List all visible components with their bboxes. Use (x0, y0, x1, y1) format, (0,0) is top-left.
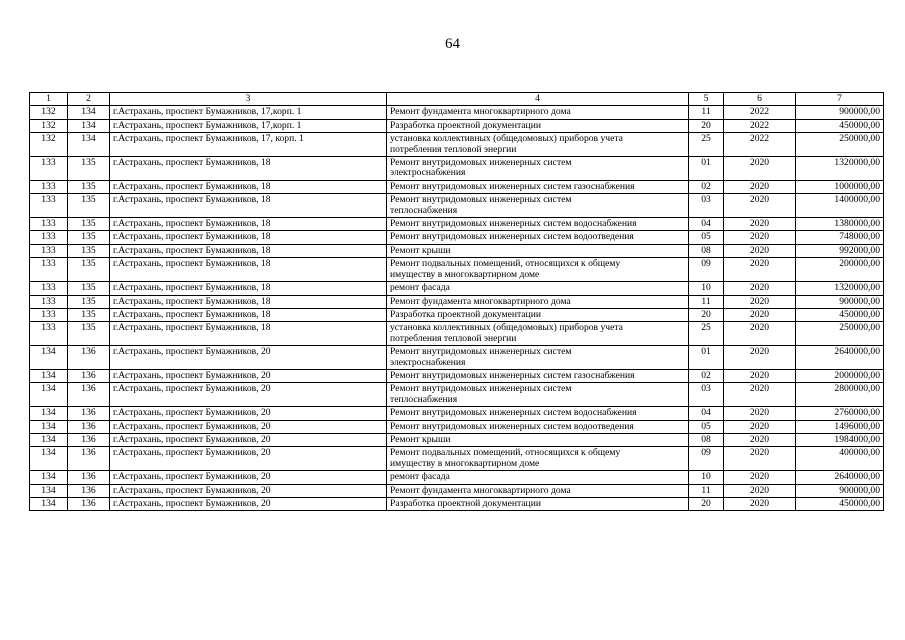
cost-cell: 450000,00 (796, 498, 884, 511)
row-number-cell: 133 (30, 322, 68, 346)
address-cell: г.Астрахань, проспект Бумажников, 20 (110, 346, 387, 370)
year-cell: 2020 (724, 244, 796, 257)
house-code-cell: 135 (68, 258, 110, 282)
house-code-cell: 136 (68, 420, 110, 433)
row-number-cell: 134 (30, 498, 68, 511)
year-cell: 2022 (724, 106, 796, 119)
cost-cell: 900000,00 (796, 106, 884, 119)
table-row (30, 231, 884, 244)
cost-cell: 1000000,00 (796, 180, 884, 193)
table-row (30, 346, 884, 370)
work-type-cell: Ремонт внутридомовых инженерных систем газоснабжения (387, 369, 689, 382)
cost-cell: 250000,00 (796, 322, 884, 346)
address-cell: г.Астрахань, проспект Бумажников, 18 (110, 218, 387, 231)
work-code-cell: 10 (689, 471, 724, 484)
work-type-cell: ремонт фасада (387, 282, 689, 295)
cost-cell: 400000,00 (796, 447, 884, 471)
year-cell: 2020 (724, 194, 796, 218)
year-cell: 2020 (724, 295, 796, 308)
column-header: 6 (724, 93, 796, 106)
row-number-cell: 134 (30, 484, 68, 497)
address-cell: г.Астрахань, проспект Бумажников, 20 (110, 433, 387, 446)
address-cell: г.Астрахань, проспект Бумажников, 20 (110, 471, 387, 484)
cost-cell: 450000,00 (796, 119, 884, 132)
address-cell: г.Астрахань, проспект Бумажников, 18 (110, 231, 387, 244)
work-code-cell: 09 (689, 258, 724, 282)
row-number-cell: 132 (30, 119, 68, 132)
year-cell: 2020 (724, 322, 796, 346)
work-code-cell: 20 (689, 308, 724, 321)
work-code-cell: 25 (689, 322, 724, 346)
cost-cell: 2800000,00 (796, 383, 884, 407)
table-row (30, 295, 884, 308)
house-code-cell: 135 (68, 282, 110, 295)
work-type-cell: установка коллективных (общедомовых) приборов учета потребления тепловой энергии (387, 133, 689, 157)
address-cell: г.Астрахань, проспект Бумажников, 18 (110, 282, 387, 295)
work-type-cell: Ремонт внутридомовых инженерных систем теплоснабжения (387, 194, 689, 218)
cost-cell: 2640000,00 (796, 346, 884, 370)
column-header: 5 (689, 93, 724, 106)
table-row (30, 498, 884, 511)
address-cell: г.Астрахань, проспект Бумажников, 20 (110, 484, 387, 497)
work-type-cell: Разработка проектной документации (387, 308, 689, 321)
year-cell: 2020 (724, 383, 796, 407)
table-row (30, 244, 884, 257)
row-number-cell: 132 (30, 106, 68, 119)
row-number-cell: 134 (30, 447, 68, 471)
year-cell: 2020 (724, 433, 796, 446)
house-code-cell: 135 (68, 194, 110, 218)
year-cell: 2020 (724, 231, 796, 244)
house-code-cell: 136 (68, 407, 110, 420)
house-code-cell: 134 (68, 133, 110, 157)
work-type-cell: Ремонт внутридомовых инженерных систем электроснабжения (387, 346, 689, 370)
work-code-cell: 01 (689, 346, 724, 370)
address-cell: г.Астрахань, проспект Бумажников, 18 (110, 308, 387, 321)
year-cell: 2020 (724, 180, 796, 193)
year-cell: 2020 (724, 407, 796, 420)
house-code-cell: 135 (68, 322, 110, 346)
table-row (30, 383, 884, 407)
work-code-cell: 25 (689, 133, 724, 157)
year-cell: 2020 (724, 282, 796, 295)
table-row (30, 133, 884, 157)
cost-cell: 250000,00 (796, 133, 884, 157)
cost-cell: 1984000,00 (796, 433, 884, 446)
table-row (30, 119, 884, 132)
work-type-cell: Ремонт подвальных помещений, относящихся к общему имуществу в многоквартирном доме (387, 447, 689, 471)
row-number-cell: 133 (30, 244, 68, 257)
table-row (30, 407, 884, 420)
address-cell: г.Астрахань, проспект Бумажников, 20 (110, 383, 387, 407)
house-code-cell: 135 (68, 308, 110, 321)
cost-cell: 992000,00 (796, 244, 884, 257)
work-type-cell: Ремонт внутридомовых инженерных систем водоснабжения (387, 407, 689, 420)
work-code-cell: 08 (689, 433, 724, 446)
house-code-cell: 135 (68, 218, 110, 231)
work-code-cell: 11 (689, 484, 724, 497)
address-cell: г.Астрахань, проспект Бумажников, 18 (110, 180, 387, 193)
work-type-cell: Ремонт фундамента многоквартирного дома (387, 484, 689, 497)
address-cell: г.Астрахань, проспект Бумажников, 18 (110, 322, 387, 346)
work-type-cell: Ремонт крыши (387, 433, 689, 446)
row-number-cell: 133 (30, 231, 68, 244)
work-type-cell: Ремонт внутридомовых инженерных систем электроснабжения (387, 157, 689, 181)
table-row (30, 433, 884, 446)
work-type-cell: Ремонт внутридомовых инженерных систем водоотведения (387, 420, 689, 433)
work-code-cell: 20 (689, 498, 724, 511)
row-number-cell: 133 (30, 180, 68, 193)
house-code-cell: 136 (68, 369, 110, 382)
year-cell: 2022 (724, 119, 796, 132)
house-code-cell: 136 (68, 346, 110, 370)
table-row (30, 180, 884, 193)
house-code-cell: 134 (68, 106, 110, 119)
house-code-cell: 135 (68, 244, 110, 257)
cost-cell: 748000,00 (796, 231, 884, 244)
house-code-cell: 135 (68, 180, 110, 193)
row-number-cell: 134 (30, 346, 68, 370)
table-body (30, 106, 884, 511)
table-row (30, 106, 884, 119)
row-number-cell: 134 (30, 420, 68, 433)
work-code-cell: 05 (689, 420, 724, 433)
work-type-cell: Ремонт крыши (387, 244, 689, 257)
cost-cell: 1496000,00 (796, 420, 884, 433)
address-cell: г.Астрахань, проспект Бумажников, 20 (110, 369, 387, 382)
column-header: 7 (796, 93, 884, 106)
work-code-cell: 11 (689, 106, 724, 119)
address-cell: г.Астрахань, проспект Бумажников, 18 (110, 258, 387, 282)
house-code-cell: 135 (68, 231, 110, 244)
table-row (30, 218, 884, 231)
row-number-cell: 133 (30, 258, 68, 282)
column-header: 2 (68, 93, 110, 106)
table-row (30, 157, 884, 181)
year-cell: 2020 (724, 157, 796, 181)
cost-cell: 1400000,00 (796, 194, 884, 218)
year-cell: 2020 (724, 346, 796, 370)
work-code-cell: 04 (689, 218, 724, 231)
row-number-cell: 133 (30, 282, 68, 295)
table-row (30, 471, 884, 484)
row-number-cell: 134 (30, 369, 68, 382)
work-code-cell: 02 (689, 180, 724, 193)
work-code-cell: 05 (689, 231, 724, 244)
row-number-cell: 134 (30, 407, 68, 420)
house-code-cell: 136 (68, 447, 110, 471)
cost-cell: 2760000,00 (796, 407, 884, 420)
house-code-cell: 134 (68, 119, 110, 132)
work-type-cell: Ремонт внутридомовых инженерных систем водоотведения (387, 231, 689, 244)
table-row (30, 447, 884, 471)
address-cell: г.Астрахань, проспект Бумажников, 20 (110, 407, 387, 420)
table-row (30, 194, 884, 218)
address-cell: г.Астрахань, проспект Бумажников, 20 (110, 498, 387, 511)
work-code-cell: 04 (689, 407, 724, 420)
work-code-cell: 03 (689, 383, 724, 407)
work-type-cell: ремонт фасада (387, 471, 689, 484)
address-cell: г.Астрахань, проспект Бумажников, 17,корп. 1 (110, 119, 387, 132)
year-cell: 2020 (724, 498, 796, 511)
row-number-cell: 133 (30, 194, 68, 218)
year-cell: 2020 (724, 471, 796, 484)
address-cell: г.Астрахань, проспект Бумажников, 18 (110, 295, 387, 308)
address-cell: г.Астрахань, проспект Бумажников, 18 (110, 194, 387, 218)
address-cell: г.Астрахань, проспект Бумажников, 20 (110, 447, 387, 471)
work-code-cell: 03 (689, 194, 724, 218)
table-row (30, 484, 884, 497)
year-cell: 2020 (724, 308, 796, 321)
address-cell: г.Астрахань, проспект Бумажников, 18 (110, 244, 387, 257)
house-code-cell: 135 (68, 295, 110, 308)
row-number-cell: 133 (30, 157, 68, 181)
house-code-cell: 136 (68, 383, 110, 407)
work-code-cell: 20 (689, 119, 724, 132)
work-code-cell: 02 (689, 369, 724, 382)
house-code-cell: 136 (68, 471, 110, 484)
row-number-cell: 132 (30, 133, 68, 157)
year-cell: 2020 (724, 420, 796, 433)
row-number-cell: 134 (30, 433, 68, 446)
house-code-cell: 136 (68, 433, 110, 446)
work-code-cell: 09 (689, 447, 724, 471)
row-number-cell: 133 (30, 218, 68, 231)
work-type-cell: Ремонт внутридомовых инженерных систем теплоснабжения (387, 383, 689, 407)
row-number-cell: 134 (30, 471, 68, 484)
house-code-cell: 136 (68, 498, 110, 511)
work-type-cell: установка коллективных (общедомовых) приборов учета потребления тепловой энергии (387, 322, 689, 346)
year-cell: 2022 (724, 133, 796, 157)
year-cell: 2020 (724, 484, 796, 497)
work-type-cell: Ремонт внутридомовых инженерных систем газоснабжения (387, 180, 689, 193)
table-row (30, 322, 884, 346)
work-type-cell: Ремонт фундамента многоквартирного дома (387, 295, 689, 308)
cost-cell: 2640000,00 (796, 471, 884, 484)
row-number-cell: 133 (30, 295, 68, 308)
work-type-cell: Ремонт фундамента многоквартирного дома (387, 106, 689, 119)
table-row (30, 308, 884, 321)
work-code-cell: 10 (689, 282, 724, 295)
cost-cell: 900000,00 (796, 484, 884, 497)
column-header: 4 (387, 93, 689, 106)
header-row (30, 93, 884, 106)
work-type-cell: Разработка проектной документации (387, 119, 689, 132)
work-code-cell: 11 (689, 295, 724, 308)
year-cell: 2020 (724, 218, 796, 231)
year-cell: 2020 (724, 258, 796, 282)
cost-cell: 1320000,00 (796, 282, 884, 295)
cost-cell: 900000,00 (796, 295, 884, 308)
cost-cell: 1320000,00 (796, 157, 884, 181)
row-number-cell: 134 (30, 383, 68, 407)
work-code-cell: 01 (689, 157, 724, 181)
table-row (30, 282, 884, 295)
cost-cell: 1380000,00 (796, 218, 884, 231)
address-cell: г.Астрахань, проспект Бумажников, 17, корп. 1 (110, 133, 387, 157)
address-cell: г.Астрахань, проспект Бумажников, 20 (110, 420, 387, 433)
address-cell: г.Астрахань, проспект Бумажников, 17,корп. 1 (110, 106, 387, 119)
house-code-cell: 136 (68, 484, 110, 497)
year-cell: 2020 (724, 369, 796, 382)
year-cell: 2020 (724, 447, 796, 471)
work-type-cell: Ремонт подвальных помещений, относящихся к общему имуществу в многоквартирном доме (387, 258, 689, 282)
work-code-cell: 08 (689, 244, 724, 257)
address-cell: г.Астрахань, проспект Бумажников, 18 (110, 157, 387, 181)
row-number-cell: 133 (30, 308, 68, 321)
work-type-cell: Ремонт внутридомовых инженерных систем водоснабжения (387, 218, 689, 231)
house-code-cell: 135 (68, 157, 110, 181)
page-number: 64 (445, 36, 460, 52)
table-row (30, 420, 884, 433)
cost-cell: 450000,00 (796, 308, 884, 321)
cost-cell: 2000000,00 (796, 369, 884, 382)
table-row (30, 369, 884, 382)
column-header: 1 (30, 93, 68, 106)
cost-cell: 200000,00 (796, 258, 884, 282)
table-row (30, 258, 884, 282)
work-type-cell: Разработка проектной документации (387, 498, 689, 511)
column-header: 3 (110, 93, 387, 106)
repair-register-table (29, 92, 884, 511)
